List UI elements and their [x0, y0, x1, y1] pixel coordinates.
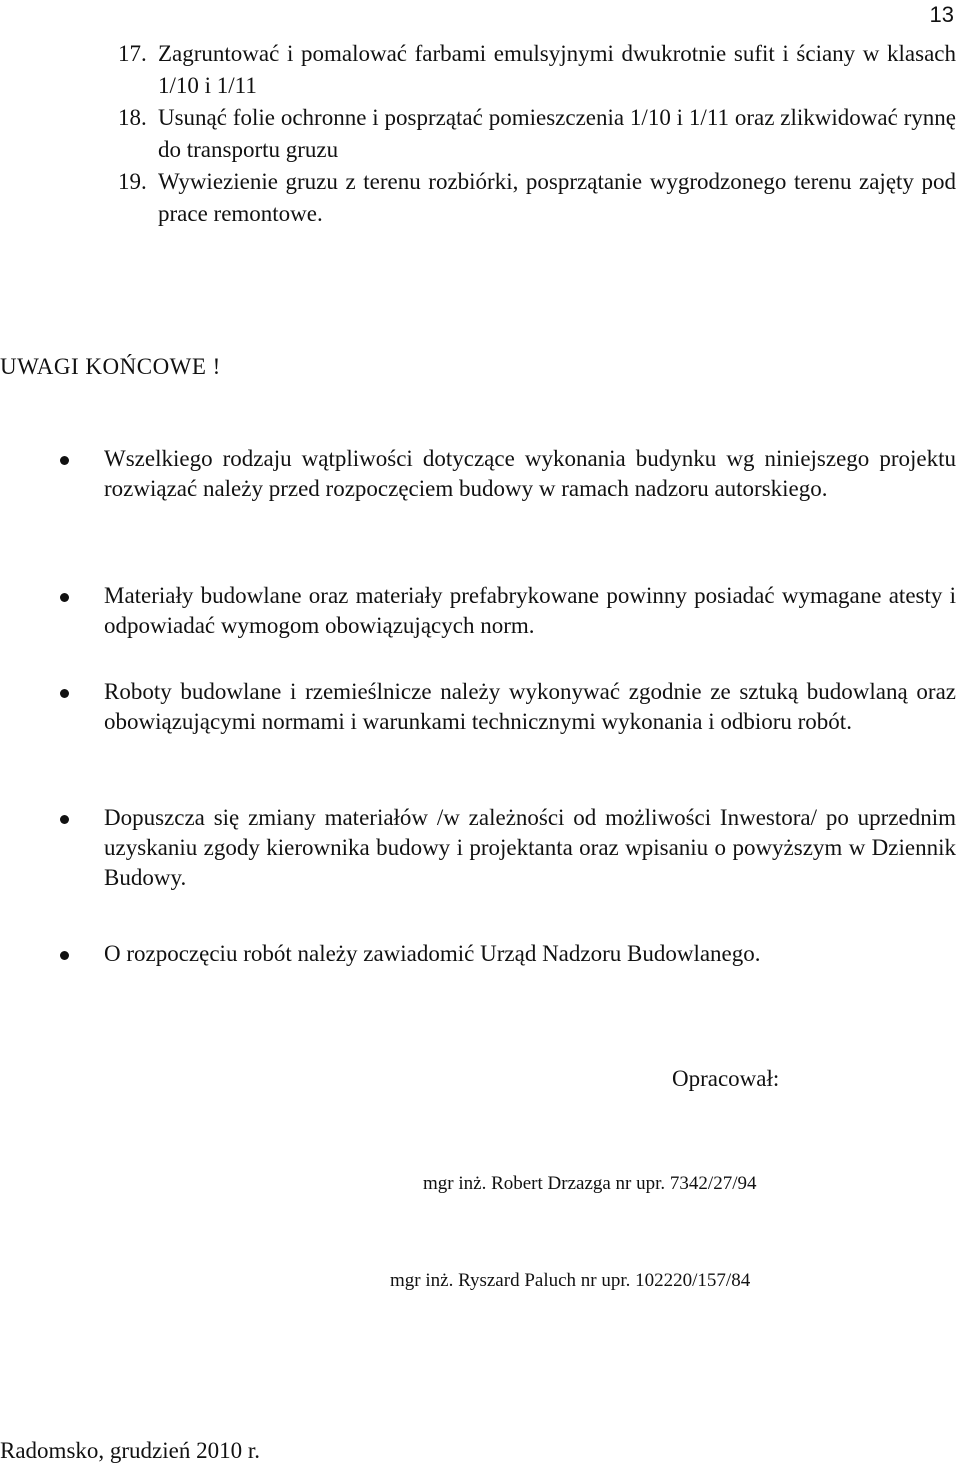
item-number: 18. — [118, 105, 147, 130]
bullet-text: O rozpoczęciu robót należy zawiadomić Urząd Nadzoru Budowlanego. — [104, 941, 761, 966]
bullet-dot-icon — [60, 815, 69, 824]
list-item — [118, 102, 956, 166]
bullet-text: Roboty budowlane i rzemieślnicze należy wykonywać zgodnie ze sztuką budowlaną oraz obowiązującymi normami i warunkami technicznymi wykonania i odbioru robót. — [104, 679, 956, 734]
item-text: Zagruntować i pomalować farbami emulsyjnymi dwukrotnie sufit i ściany w klasach 1/10 i 1/11 — [158, 41, 956, 98]
bullet-item — [104, 444, 956, 504]
item-text: Usunąć folie ochronne i posprzątać pomieszczenia 1/10 i 1/11 oraz zlikwidować rynnę do transportu gruzu — [158, 105, 956, 162]
bullet-dot-icon — [60, 689, 69, 698]
section-title: UWAGI KOŃCOWE ! — [0, 354, 221, 379]
list-item — [118, 166, 956, 230]
list-item — [118, 38, 956, 102]
place-date: Radomsko, grudzień 2010 r. — [0, 1438, 260, 1463]
prepared-by-label: Opracował: — [672, 1066, 780, 1091]
numbered-task-list — [118, 38, 956, 230]
item-text: Wywiezienie gruzu z terenu rozbiórki, posprzątanie wygrodzonego terenu zajęty pod prace remontowe. — [158, 169, 956, 226]
bullet-dot-icon — [60, 456, 69, 465]
item-number: 17. — [118, 41, 147, 66]
bullet-item — [104, 581, 956, 641]
item-number: 19. — [118, 169, 147, 194]
bullet-text: Materiały budowlane oraz materiały prefabrykowane powinny posiadać wymagane atesty i odpowiadać wymogom obowiązujących norm. — [104, 583, 956, 638]
bullet-dot-icon — [60, 951, 69, 960]
bullet-text: Wszelkiego rodzaju wątpliwości dotyczące wykonania budynku wg niniejszego projektu rozwiązać należy przed rozpoczęciem budowy w ramach nadzoru autorskiego. — [104, 446, 956, 501]
signatory-line: mgr inż. Ryszard Paluch nr upr. 102220/157/84 — [390, 1270, 751, 1291]
bullet-item — [104, 677, 956, 737]
page-number: 13 — [929, 2, 954, 27]
signatory-line: mgr inż. Robert Drzazga nr upr. 7342/27/94 — [423, 1173, 757, 1194]
bullet-item — [104, 939, 956, 969]
bullet-text: Dopuszcza się zmiany materiałów /w zależności od możliwości Inwestora/ po uprzednim uzyskaniu zgody kierownika budowy i projektanta oraz wpisaniu o powyższym w Dziennik Budowy. — [104, 805, 956, 890]
bullet-dot-icon — [60, 593, 69, 602]
bullet-item — [104, 803, 956, 893]
